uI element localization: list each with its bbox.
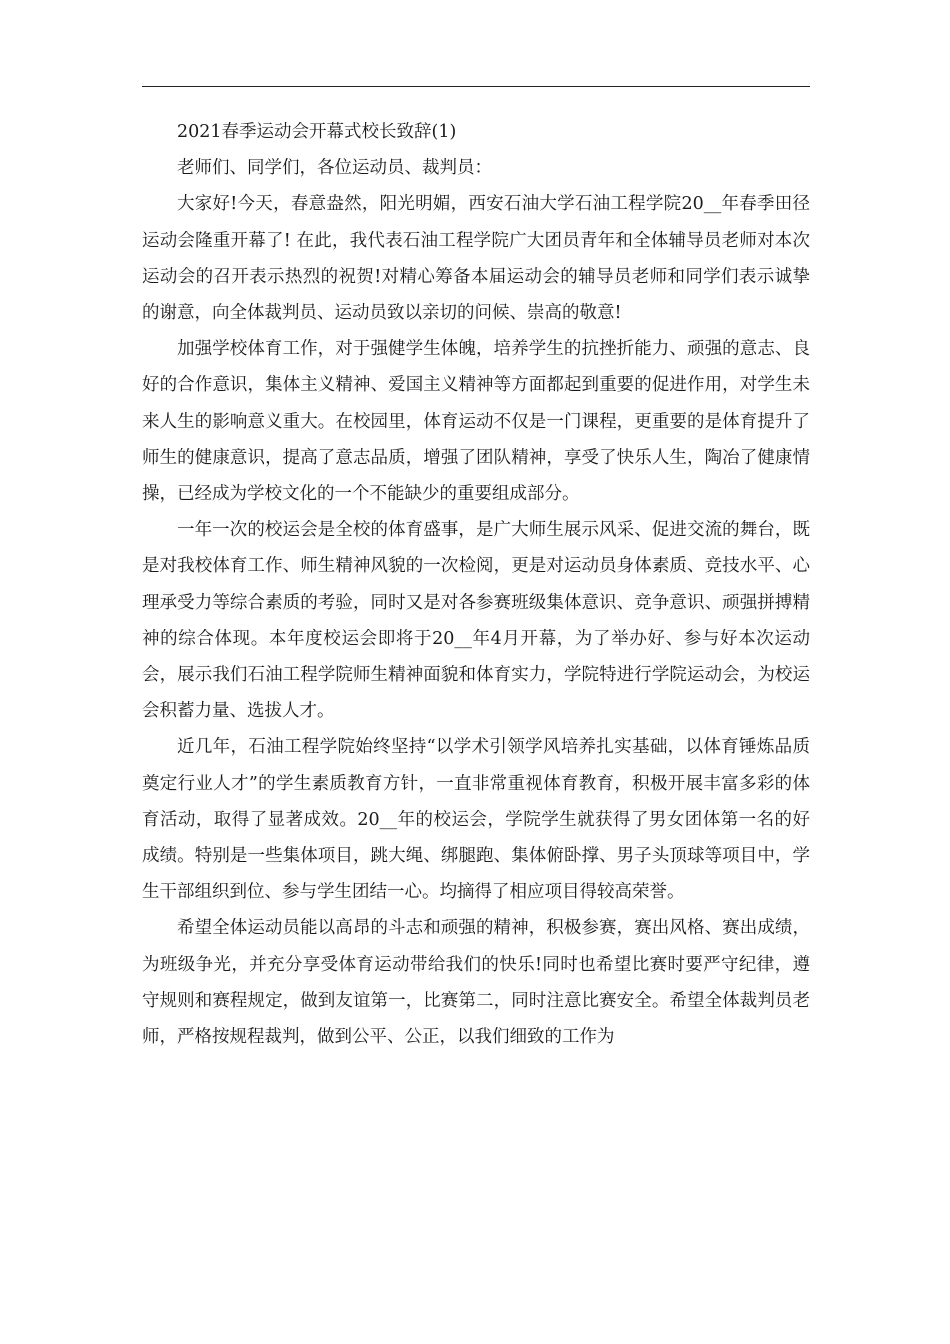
paragraph-5: 希望全体运动员能以高昂的斗志和顽强的精神，积极参赛，赛出风格、赛出成绩，为班级争光，并充分享受体育运动带给我们的快乐!同时也希望比赛时要严守纪律，遵守规则和赛程规定，做到友谊第一，比赛第二，同时注意比赛安全。希望全体裁判员老师，严格按规程裁判，做到公平、公正，以我们细致的工作为 <box>142 918 810 1048</box>
salutation: 老师们、同学们，各位运动员、裁判员： <box>177 158 492 179</box>
paragraph-1: 大家好!今天，春意盎然，阳光明媚，西安石油大学石油工程学院20__年春季田径运动会隆重开幕了! 在此，我代表石油工程学院广大团员青年和全体辅导员老师对本次运动会的召开表示热烈的祝贺!对精心筹备本届运动会的辅导员老师和同学们表示诚挚的谢意，向全体裁判员、运动员致以亲切的问候、崇高的敬意! <box>142 194 810 324</box>
document-title: 2021春季运动会开幕式校长致辞(1) <box>177 122 457 142</box>
paragraph-3: 一年一次的校运会是全校的体育盛事，是广大师生展示风采、促进交流的舞台，既是对我校体育工作、师生精神风貌的一次检阅，更是对运动员身体素质、竞技水平、心理承受力等综合素质的考验，同时又是对各参赛班级集体意识、竞争意识、顽强拼搏精神的综合体现。本年度校运会即将于20__年4月开幕，为了举办好、参与好本次运动会，展示我们石油工程学院师生精神面貌和体育实力，学院特进行学院运动会，为校运会积蓄力量、选拔人才。 <box>142 520 810 722</box>
header-rule <box>142 86 810 87</box>
document-body <box>142 114 810 1055</box>
paragraph-4: 近几年，石油工程学院始终坚持“以学术引领学风培养扎实基础，以体育锤炼品质奠定行业人才”的学生素质教育方针，一直非常重视体育教育，积极开展丰富多彩的体育活动，取得了显著成效。20__年的校运会，学院学生就获得了男女团体第一名的好成绩。特别是一些集体项目，跳大绳、绑腿跑、集体俯卧撑、男子头顶球等项目中，学生干部组织到位、参与学生团结一心。均摘得了相应项目得较高荣誉。 <box>142 737 810 903</box>
paragraph-2: 加强学校体育工作，对于强健学生体魄，培养学生的抗挫折能力、顽强的意志、良好的合作意识，集体主义精神、爱国主义精神等方面都起到重要的促进作用，对学生未来人生的影响意义重大。在校园里，体育运动不仅是一门课程，更重要的是体育提升了师生的健康意识，提高了意志品质，增强了团队精神，享受了快乐人生，陶冶了健康情操，已经成为学校文化的一个不能缺少的重要组成部分。 <box>142 339 810 505</box>
